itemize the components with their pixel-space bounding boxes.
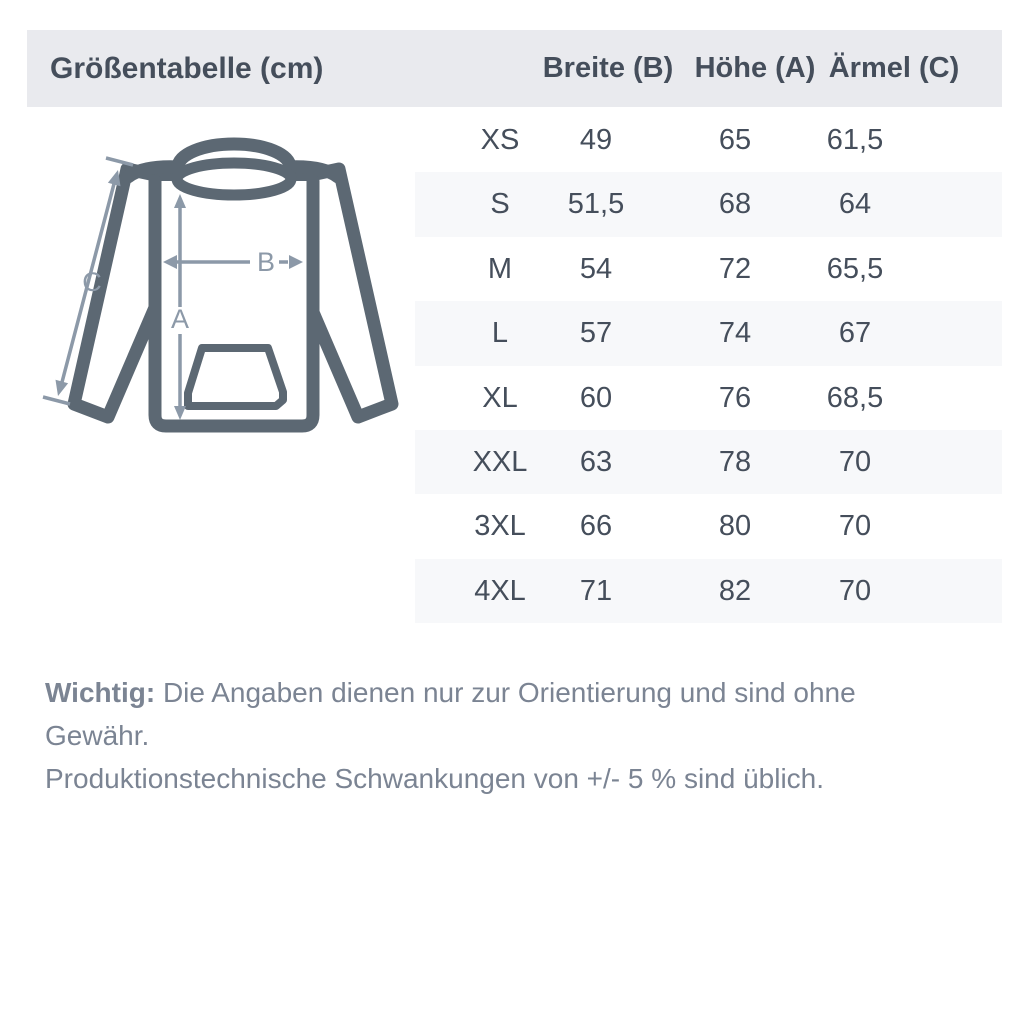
hoehe-cell: 78 — [718, 445, 752, 478]
disclaimer-lead: Wichtig: — [45, 677, 156, 708]
hood-opening — [177, 163, 291, 195]
size-cell: 4XL — [474, 574, 526, 607]
aermel-cell: 70 — [838, 510, 872, 543]
aermel-cell: 61,5 — [826, 124, 884, 156]
breite-cell: 57 — [579, 317, 613, 350]
size-table-body — [415, 108, 1002, 623]
disclaimer-note — [45, 671, 965, 800]
label-c: C — [82, 267, 102, 297]
aermel-cell: 65,5 — [826, 252, 884, 285]
size-cell: XL — [482, 381, 518, 414]
hoodie-diagram — [30, 115, 430, 455]
hoehe-cell: 65 — [718, 124, 752, 156]
aermel-cell: 68,5 — [826, 381, 884, 414]
aermel-cell: 64 — [838, 188, 872, 221]
size-cell: S — [490, 188, 510, 221]
disclaimer-line2: Produktionstechnische Schwankungen von +/- 5 % sind üblich. — [45, 763, 825, 794]
table-row — [415, 237, 1002, 301]
label-a: A — [170, 304, 190, 334]
breite-cell: 51,5 — [567, 188, 625, 221]
aermel-cell: 70 — [838, 574, 872, 607]
table-row — [415, 366, 1002, 430]
size-cell: M — [487, 252, 513, 285]
hoehe-cell: 74 — [718, 317, 752, 350]
pocket — [188, 348, 283, 406]
disclaimer-line1: Die Angaben dienen nur zur Orientierung und sind ohne Gewähr. — [45, 677, 856, 751]
label-b: B — [256, 247, 276, 277]
breite-cell: 71 — [579, 574, 613, 607]
column-header-hoehe: Höhe (A) — [694, 52, 816, 84]
table-row — [415, 301, 1002, 365]
aermel-cell: 70 — [838, 445, 872, 478]
size-cell: 3XL — [474, 510, 526, 543]
breite-cell: 49 — [579, 124, 613, 156]
size-cell: XS — [480, 124, 520, 156]
aermel-cell: 67 — [838, 317, 872, 350]
breite-cell: 63 — [579, 445, 613, 478]
size-cell: XXL — [472, 445, 528, 478]
table-header — [27, 30, 1002, 107]
page-title: Größentabelle (cm) — [50, 52, 324, 85]
breite-cell: 60 — [579, 381, 613, 414]
hoehe-cell: 72 — [718, 252, 752, 285]
table-row — [415, 108, 1002, 172]
table-row — [415, 559, 1002, 623]
hoehe-cell: 76 — [718, 381, 752, 414]
table-row — [415, 494, 1002, 558]
breite-cell: 54 — [579, 252, 613, 285]
column-header-breite: Breite (B) — [542, 52, 674, 84]
table-row — [415, 172, 1002, 236]
table-row — [415, 430, 1002, 494]
size-cell: L — [491, 317, 509, 350]
breite-cell: 66 — [579, 510, 613, 543]
hoehe-cell: 80 — [718, 510, 752, 543]
hoehe-cell: 82 — [718, 574, 752, 607]
column-header-aermel: Ärmel (C) — [828, 52, 960, 84]
hoehe-cell: 68 — [718, 188, 752, 221]
